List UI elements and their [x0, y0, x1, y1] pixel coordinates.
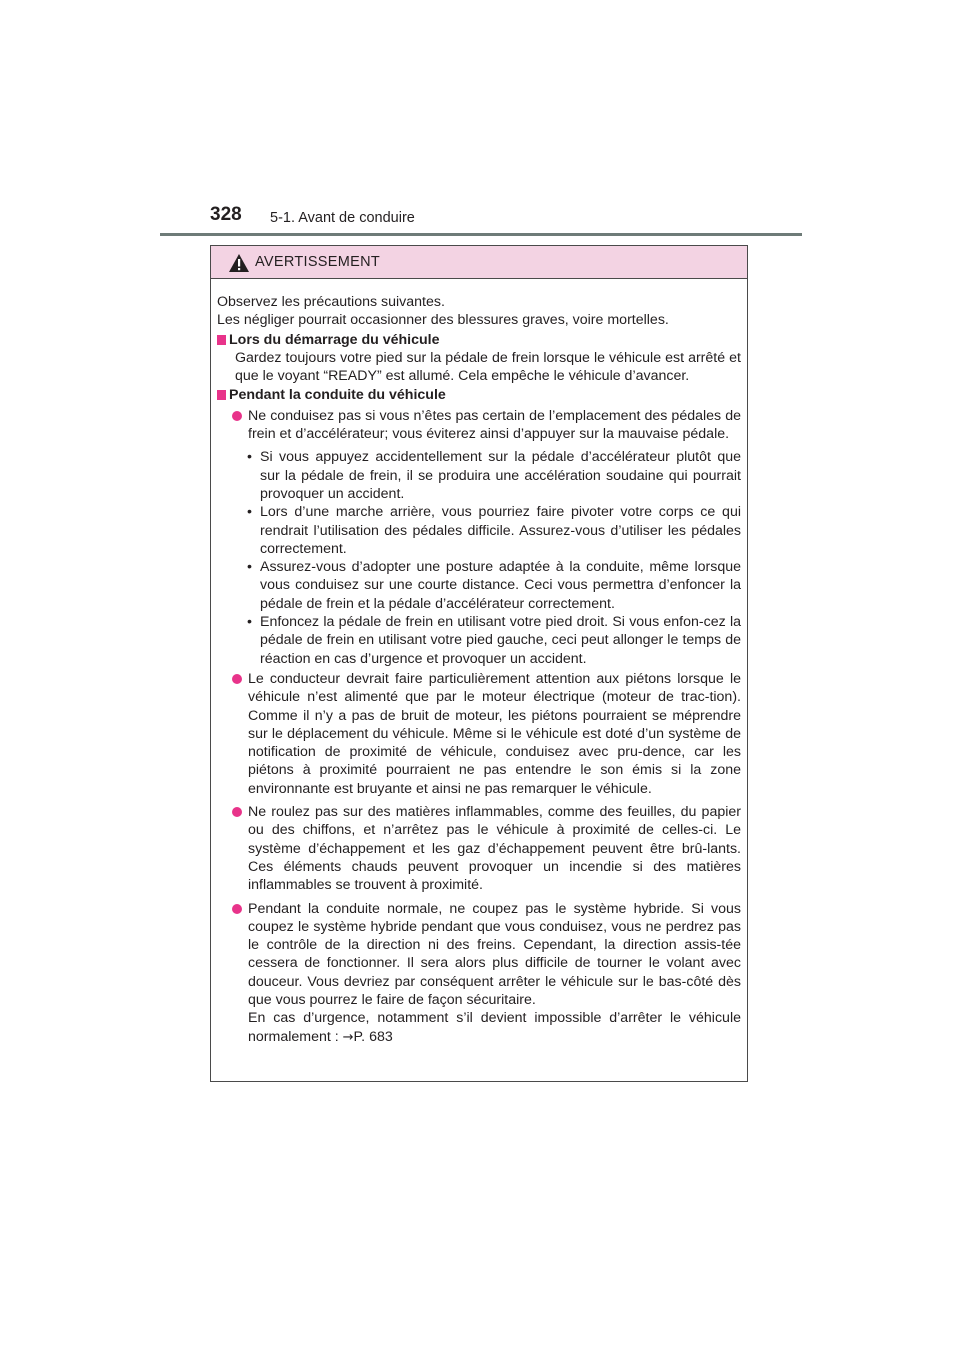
section-title: 5-1. Avant de conduire — [270, 210, 415, 226]
sub-list — [217, 448, 741, 668]
intro-line-1: Observez les précautions suivantes. — [217, 294, 445, 310]
round-bullet-icon — [232, 674, 242, 684]
sub-list-item-text: Enfoncez la pédale de frein en utilisant votre pied droit. Si vous enfon-cez la pédale de frein en utilisant votre pied gauche, ceci peut allonger le temps de réaction en cas d’urgence et provoquer un accident. — [260, 614, 741, 667]
sub-list-item-text: Si vous appuyez accidentellement sur la pédale d’accélérateur plutôt que sur la pédale de frein, il se produira une accélération soudaine qui pourrait provoquer un accident. — [260, 449, 741, 502]
list-item — [217, 803, 741, 894]
emergency-text: En cas d’urgence, notamment s’il devient impossible d’arrêter le véhicule normalement : — [248, 1010, 741, 1045]
warning-box — [210, 245, 748, 1082]
warning-triangle-icon — [228, 253, 250, 273]
list-item-text: Pendant la conduite normale, ne coupez pas le système hybride. Si vous coupez le système hybride pendant que vous conduisez, vous ne perdrez pas le contrôle de la direction ni des freins. Cependant, la direction assis-tée cessera de fonctionner. Il sera alors plus difficile de tourner le volant avec douceur. Vous devriez par conséquent arrêter le véhicule sur le bas-côté dès que vous pourrez le faire de façon sécuritaire. — [248, 900, 741, 1008]
square-bullet-icon — [217, 390, 226, 400]
list-item — [217, 670, 741, 798]
round-bullet-icon — [232, 411, 242, 421]
list-item-extra — [248, 1009, 741, 1047]
list-item-text: Le conducteur devrait faire particulièrement attention aux piétons lorsque le véhicule n’est alimenté que par le moteur électrique (moteur de trac-tion). Comme il n’y a pas de bruit de moteur, les piétons pourraient se méprendre sur le déplacement du véhicule. Même si le véhicule est doté d’un système de notification de proximité de véhicule, conduisez avec pru-dence, car les piétons à proximité pourraient ne pas entendre le son émis si la zone environnante est bruyante et ainsi ne pas remarquer le véhicule. — [248, 670, 741, 797]
sub-list-item-text: Lors d’une marche arrière, vous pourriez faire pivoter votre corps ce qui rendrait l’utilisation des pédales difficile. Assurez-vous d’utiliser les pédales correctement. — [260, 504, 741, 557]
sub-bullet-mark: • — [247, 504, 252, 521]
warning-header — [211, 246, 747, 279]
list-item — [217, 900, 741, 1047]
sub-list-item — [217, 448, 741, 503]
intro-line-2: Les négliger pourrait occasionner des blessures graves, voire mortelles. — [217, 312, 669, 329]
list-item-text: Ne conduisez pas si vous n’êtes pas certain de l’emplacement des pédales de frein et d’accélérateur; vous éviterez ainsi d’appuyer sur la mauvaise pédale. — [248, 407, 741, 443]
sub-list-item — [217, 558, 741, 613]
sub-bullet-mark: • — [247, 449, 252, 466]
page-header — [210, 200, 802, 230]
warning-intro — [217, 293, 741, 330]
reference-arrow-icon: → — [342, 1029, 354, 1045]
warning-label: AVERTISSEMENT — [255, 254, 381, 270]
section-heading-text: Lors du démarrage du véhicule — [229, 331, 440, 348]
square-bullet-icon — [217, 335, 226, 345]
sub-bullet-mark: • — [247, 614, 252, 631]
section-paragraph: Gardez toujours votre pied sur la pédale de frein lorsque le véhicule est arrêté et que le voyant “READY” est allumé. Cela empêche le véhicule d’avancer. — [235, 349, 741, 385]
sub-list-item — [217, 613, 741, 668]
sub-list-item-text: Assurez-vous d’adopter une posture adaptée à la conduite, même lorsque vous conduisez sur une courte distance. Ceci vous permettra d’enfoncer la pédale de frein et la pédale d’accélérateur correctement. — [260, 559, 741, 612]
section-heading-driving — [217, 386, 741, 404]
round-bullet-icon — [232, 904, 242, 914]
list-item-text: Ne roulez pas sur des matières inflammables, comme des feuilles, du papier ou des chiffons, et n’arrêtez pas le véhicule à proximité de celles-ci. Le système d’échappement et les gaz d’échappement peuvent être brû-lants. Ces éléments chauds peuvent provoquer un incendie si des matières inflammables se trouvent à proximité. — [248, 804, 741, 894]
section-heading-text: Pendant la conduite du véhicule — [229, 387, 446, 404]
header-rule — [160, 233, 802, 236]
page-reference-link[interactable]: P. 683 — [353, 1028, 393, 1045]
page-number: 328 — [210, 204, 242, 225]
sub-list-item — [217, 503, 741, 558]
list-item — [217, 407, 741, 444]
round-bullet-icon — [232, 807, 242, 817]
section-heading-start — [217, 331, 741, 349]
sub-bullet-mark: • — [247, 559, 252, 576]
warning-body — [211, 279, 747, 1047]
